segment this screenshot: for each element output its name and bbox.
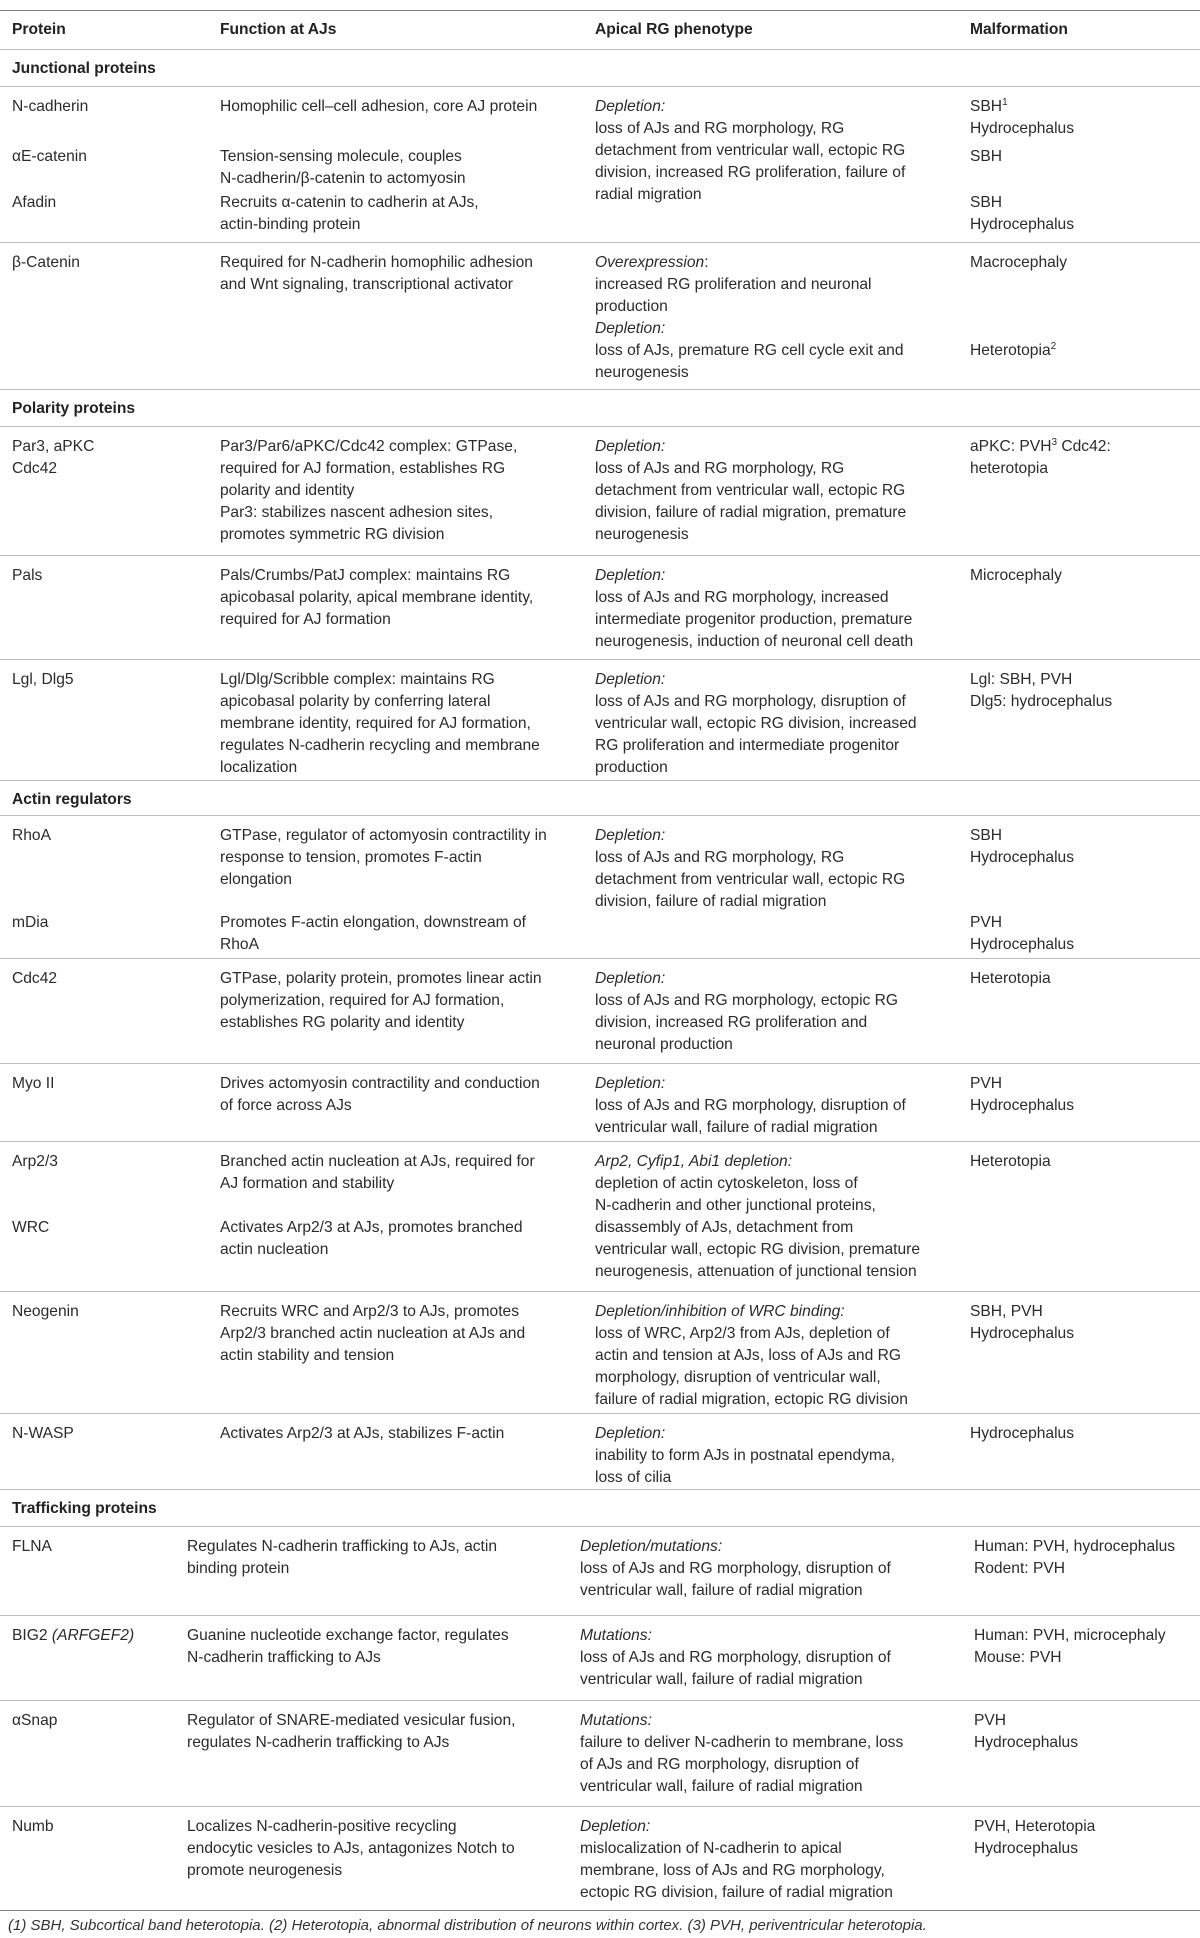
phenotype-label: Depletion/mutations: (580, 1538, 723, 1555)
row-rule (0, 815, 1200, 816)
phenotype-text: loss of WRC, Arp2/3 from AJs, depletion of actin and tension at AJs, loss of AJs and RG morphology, disruption of ventricular wall, failure of radial migration, ectopic RG division (595, 1325, 908, 1408)
row-rule (0, 1291, 1200, 1292)
malformation-text: Hydrocephalus (970, 1425, 1075, 1442)
function-text: GTPase, polarity protein, promotes linear actin polymerization, required for AJ formation, establishes RG polarity and identity (220, 970, 542, 1031)
header-function: Function at AJs (220, 21, 337, 38)
phenotype-label: Overexpression: (595, 254, 709, 271)
phenotype-label: Depletion: (595, 671, 666, 688)
row-rule (0, 1063, 1200, 1064)
row-rule (0, 1141, 1200, 1142)
phenotype-text: loss of AJs, premature RG cell cycle exit and neurogenesis (595, 342, 904, 381)
row-rule (0, 426, 1200, 427)
function-text: Pals/Crumbs/PatJ complex: maintains RG apicobasal polarity, apical membrane identity, required for AJ formation (220, 567, 534, 628)
function-text: Homophilic cell–cell adhesion, core AJ protein (220, 98, 538, 115)
protein-name: N-WASP (12, 1425, 74, 1442)
malformation-text: PVH, Heterotopia Hydrocephalus (974, 1818, 1096, 1857)
phenotype-text: depletion of actin cytoskeleton, loss of N-cadherin and other junctional proteins, disassembly of AJs, detachment from ventricular wall, ectopic RG division, premature neurogenesis, attenuation of junctional tension (595, 1175, 920, 1280)
phenotype-label: Mutations: (580, 1712, 652, 1729)
protein-name: β-Catenin (12, 254, 80, 271)
header-rule (0, 49, 1200, 50)
phenotype-label: Depletion: (595, 567, 666, 584)
row-rule (0, 86, 1200, 87)
header-protein: Protein (12, 21, 66, 38)
function-text: Regulator of SNARE-mediated vesicular fusion, regulates N-cadherin trafficking to AJs (187, 1712, 516, 1751)
malformation-text: SBH (970, 148, 1003, 165)
malformation-text: Human: PVH, hydrocephalus Rodent: PVH (974, 1538, 1176, 1577)
malformation-text: PVH Hydrocephalus (974, 1712, 1079, 1751)
row-rule (0, 1526, 1200, 1527)
function-text: Required for N-cadherin homophilic adhesion and Wnt signaling, transcriptional activator (220, 254, 533, 293)
function-text: Regulates N-cadherin trafficking to AJs, actin binding protein (187, 1538, 498, 1577)
function-text: Drives actomyosin contractility and conduction of force across AJs (220, 1075, 540, 1114)
protein-name: Pals (12, 567, 43, 584)
phenotype-label: Depletion: (595, 970, 666, 987)
phenotype-label: Depletion: (580, 1818, 651, 1835)
phenotype-text: loss of AJs and RG morphology, RG detachment from ventricular wall, ectopic RG division, increased RG proliferation, failure of radial migration (595, 120, 906, 203)
malformation-text: aPKC: PVH$^3$ Cdc42: heterotopia (970, 436, 1111, 477)
protein-name: αSnap (12, 1712, 58, 1729)
phenotype-text: increased RG proliferation and neuronal production (595, 276, 872, 315)
malformation-text: SBH, PVH Hydrocephalus (970, 1303, 1075, 1342)
function-text: Recruits WRC and Arp2/3 to AJs, promotes Arp2/3 branched actin nucleation at AJs and actin stability and tension (220, 1303, 526, 1364)
function-text: Activates Arp2/3 at AJs, stabilizes F-actin (220, 1425, 505, 1442)
protein-name: Arp2/3 (12, 1153, 58, 1170)
protein-name: Afadin (12, 194, 57, 211)
protein-name: Lgl, Dlg5 (12, 671, 74, 688)
protein-name: Cdc42 (12, 970, 58, 987)
phenotype-label: Depletion: (595, 827, 666, 844)
phenotype-label: Depletion/inhibition of WRC binding: (595, 1303, 845, 1320)
protein-name: Numb (12, 1818, 54, 1835)
section-actin: Actin regulators (12, 791, 132, 808)
header-phenotype: Apical RG phenotype (595, 21, 753, 38)
phenotype-text: failure to deliver N-cadherin to membrane, loss of AJs and RG morphology, disruption of ventricular wall, failure of radial migration (580, 1734, 904, 1795)
function-text: Tension-sensing molecule, couples N-cadherin/β-catenin to actomyosin (220, 148, 466, 187)
table-top-rule (0, 10, 1200, 11)
phenotype-text: loss of AJs and RG morphology, RG detachment from ventricular wall, ectopic RG division, failure of radial migration, premature neurogenesis (595, 460, 907, 543)
row-rule (0, 389, 1200, 390)
row-rule (0, 1700, 1200, 1701)
phenotype-label: Depletion: (595, 438, 666, 455)
malformation-text: Heterotopia (970, 970, 1051, 987)
header-malformation: Malformation (970, 21, 1068, 38)
function-text: Promotes F-actin elongation, downstream of RhoA (220, 914, 526, 953)
phenotype-label: Depletion: (595, 320, 666, 337)
function-text: Recruits α-catenin to cadherin at AJs, actin-binding protein (220, 194, 479, 233)
malformation-text: SBH$^1$ Hydrocephalus (970, 96, 1075, 137)
phenotype-text: loss of AJs and RG morphology, disruption of ventricular wall, ectopic RG division, increased RG proliferation and intermediate progenitor production (595, 693, 917, 776)
protein-name: Neogenin (12, 1303, 79, 1320)
row-rule (0, 1489, 1200, 1490)
function-text: Par3/Par6/aPKC/Cdc42 complex: GTPase, required for AJ formation, establishes RG polarity and identity Par3: stabilizes nascent adhesion sites, promotes symmetric RG division (220, 438, 518, 543)
protein-name: RhoA (12, 827, 52, 844)
protein-name: Myo II (12, 1075, 55, 1092)
section-trafficking: Trafficking proteins (12, 1500, 157, 1517)
phenotype-text: loss of AJs and RG morphology, ectopic RG division, increased RG proliferation and neuronal production (595, 992, 899, 1053)
phenotype-text: mislocalization of N-cadherin to apical membrane, loss of AJs and RG morphology, ectopic RG division, failure of radial migration (580, 1840, 893, 1901)
section-polarity: Polarity proteins (12, 400, 136, 417)
malformation-text: Human: PVH, microcephaly Mouse: PVH (974, 1627, 1166, 1666)
malformation-text: Macrocephaly (970, 254, 1068, 271)
function-text: Localizes N-cadherin-positive recycling endocytic vesicles to AJs, antagonizes Notch to promote neurogenesis (187, 1818, 515, 1879)
phenotype-text: inability to form AJs in postnatal ependyma, loss of cilia (595, 1447, 895, 1486)
function-text: Guanine nucleotide exchange factor, regulates N-cadherin trafficking to AJs (187, 1627, 509, 1666)
protein-name: N-cadherin (12, 98, 89, 115)
row-rule (0, 659, 1200, 660)
phenotype-text: loss of AJs and RG morphology, increased intermediate progenitor production, premature neurogenesis, induction of neuronal cell death (595, 589, 914, 650)
row-rule (0, 555, 1200, 556)
protein-name: Par3, aPKC Cdc42 (12, 438, 95, 477)
phenotype-label: Mutations: (580, 1627, 652, 1644)
protein-name: BIG2 (ARFGEF2) (12, 1627, 135, 1644)
function-text: Branched actin nucleation at AJs, required for AJ formation and stability (220, 1153, 535, 1192)
function-text: Lgl/Dlg/Scribble complex: maintains RG apicobasal polarity by conferring lateral membrane identity, required for AJ formation, regulates N-cadherin recycling and membrane localization (220, 671, 540, 776)
section-junctional: Junctional proteins (12, 60, 156, 77)
protein-name: mDia (12, 914, 49, 931)
malformation-text: Microcephaly (970, 567, 1062, 584)
table-footnote: (1) SBH, Subcortical band heterotopia. (2) Heterotopia, abnormal distribution of neurons within cortex. (3) PVH, periventricular heterotopia. (8, 1917, 927, 1934)
function-text: Activates Arp2/3 at AJs, promotes branched actin nucleation (220, 1219, 523, 1258)
malformation-text: SBH Hydrocephalus (970, 827, 1075, 866)
phenotype-text: loss of AJs and RG morphology, disruption of ventricular wall, failure of radial migration (580, 1649, 891, 1688)
malformation-text: PVH Hydrocephalus (970, 1075, 1075, 1114)
row-rule (0, 1615, 1200, 1616)
row-rule (0, 1806, 1200, 1807)
malformation-text: Heterotopia$^2$ (970, 340, 1057, 359)
malformation-text: PVH Hydrocephalus (970, 914, 1075, 953)
malformation-text: Lgl: SBH, PVH Dlg5: hydrocephalus (970, 671, 1113, 710)
phenotype-text: loss of AJs and RG morphology, disruption of ventricular wall, failure of radial migration (580, 1560, 891, 1599)
row-rule (0, 780, 1200, 781)
phenotype-label: Arp2, Cyfip1, Abi1 depletion: (595, 1153, 793, 1170)
protein-name: WRC (12, 1219, 50, 1236)
protein-name: αE-catenin (12, 148, 87, 165)
row-rule (0, 958, 1200, 959)
malformation-text: Heterotopia (970, 1153, 1051, 1170)
table-bottom-rule (0, 1910, 1200, 1911)
phenotype-text: loss of AJs and RG morphology, RG detachment from ventricular wall, ectopic RG division, failure of radial migration (595, 849, 906, 910)
phenotype-label: Depletion: (595, 1075, 666, 1092)
phenotype-label: Depletion: (595, 98, 666, 115)
function-text: GTPase, regulator of actomyosin contractility in response to tension, promotes F-actin elongation (220, 827, 547, 888)
row-rule (0, 1413, 1200, 1414)
row-rule (0, 242, 1200, 243)
malformation-text: SBH Hydrocephalus (970, 194, 1075, 233)
phenotype-text: loss of AJs and RG morphology, disruption of ventricular wall, failure of radial migration (595, 1097, 906, 1136)
protein-name: FLNA (12, 1538, 52, 1555)
phenotype-label: Depletion: (595, 1425, 666, 1442)
